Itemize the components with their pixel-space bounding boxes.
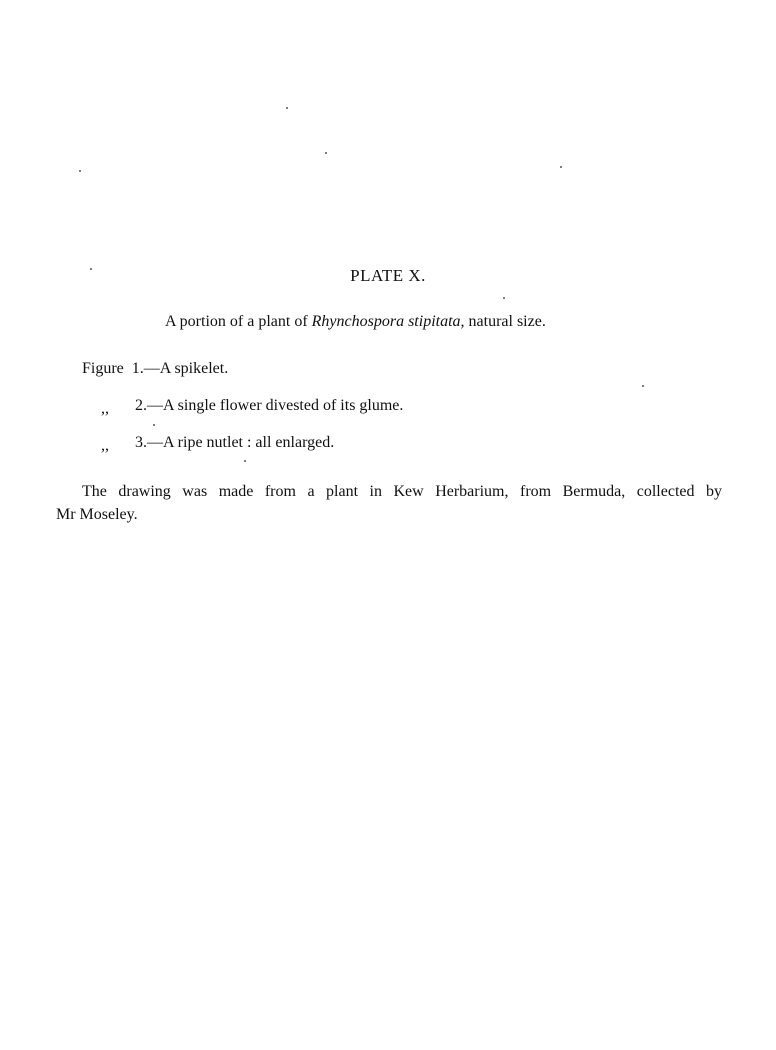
scan-speck [244, 460, 246, 462]
species-name: Rhynchospora stipitata, [311, 313, 465, 330]
scan-speck [503, 297, 505, 299]
plate-caption [165, 313, 546, 331]
figure-text: 1.—A spikelet. [131, 360, 229, 377]
scan-speck [79, 170, 81, 172]
ditto-mark: ,, [101, 400, 109, 417]
scan-speck [153, 424, 155, 426]
scan-speck [560, 166, 562, 168]
scan-speck [286, 107, 288, 109]
scan-speck [325, 152, 327, 154]
note-line-2: Mr Moseley. [56, 506, 138, 523]
caption-suffix: natural size. [464, 313, 546, 330]
note-line-1: The drawing was made from a plant in Kew Herbarium, from Bermuda, collected by [82, 483, 722, 500]
figure-item: 3.—A ripe nutlet : all enlarged. [135, 434, 335, 451]
plate-title: PLATE X. [350, 266, 426, 285]
scan-speck [642, 385, 644, 387]
figure-item [82, 360, 228, 378]
ditto-mark: ,, [101, 437, 109, 454]
figure-label: Figure [82, 360, 124, 377]
figure-item: 2.—A single flower divested of its glume. [135, 397, 404, 414]
caption-prefix: A portion of a plant of [165, 313, 312, 330]
